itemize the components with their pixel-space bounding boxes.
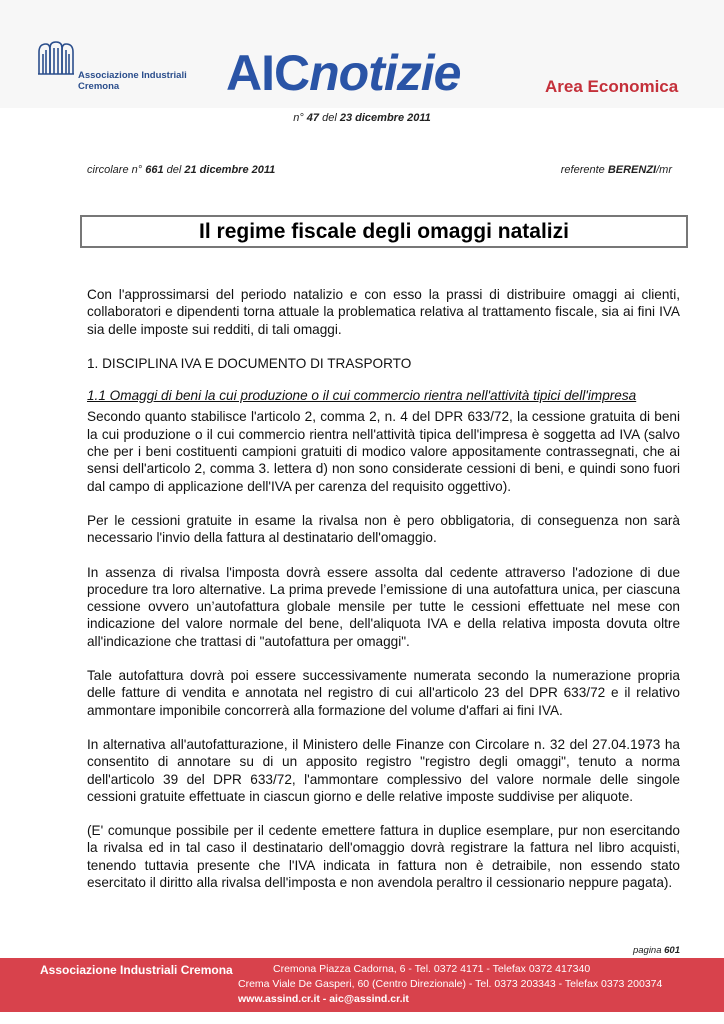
page-number: pagina 601 bbox=[632, 945, 680, 956]
footer-web-link[interactable]: www.assind.cr.it - aic@assind.cr.it bbox=[238, 993, 409, 1005]
brand-logo: AICnotizie bbox=[226, 45, 461, 101]
page-header bbox=[0, 0, 724, 108]
section-heading: 1. DISCIPLINA IVA E DOCUMENTO DI TRASPORTO bbox=[87, 355, 412, 371]
paragraph: Tale autofattura dovrà poi essere successivamente numerata secondo la numerazione propria delle fatture di vendita e annotata nel registro di cui all'articolo 23 del DPR 633/72 e il relativo ammontare imponibile concorrerà alla formazione del volume d'affari ai fini IVA. bbox=[87, 668, 680, 718]
association-logo-icon bbox=[36, 40, 76, 78]
footer-association-name: Associazione Industriali Cremona bbox=[40, 963, 233, 977]
paragraph: In alternativa all'autofatturazione, il Ministero delle Finanze con Circolare n. 32 del 27.04.1973 ha consentito di annotare su di un apposito registro "registro degli omaggi", tenuto a norma dell'articolo 39 del DPR 633/72, l'ammontare complessivo del valore normale delle singole cessioni gratuite effettuate in ciascun giorno e delle relative imposte suddivise per aliquote. bbox=[87, 736, 680, 804]
referent-info: referente BERENZI/mr bbox=[560, 164, 672, 176]
circular-info: circolare n° 661 del 21 dicembre 2011 bbox=[87, 164, 276, 176]
paragraph: (E' comunque possibile per il cedente emettere fattura in duplice esemplare, pur non esercitando la rivalsa ed in tal caso il destinatario dell'omaggio dovrà registrare la fattura nel libro acquisti, tenendo tuttavia presente che l'IVA indicata in fattura non è detraibile, non essendo stato esercitato il diritto alla rivalsa dell'imposta e non avendola peraltro il cessionario neppure pagata). bbox=[87, 823, 680, 891]
paragraph: Per le cessioni gratuite in esame la rivalsa non è pero obbligatoria, di conseguenza non sarà necessario l'invio della fattura al destinatario dell'omaggio. bbox=[87, 512, 680, 546]
area-label: Area Economica bbox=[545, 77, 679, 96]
footer-address-cremona: Cremona Piazza Cadorna, 6 - Tel. 0372 4171 - Telefax 0372 417340 bbox=[273, 963, 591, 975]
page-footer bbox=[0, 958, 724, 1012]
intro-paragraph: Con l'approssimarsi del periodo natalizio e con esso la prassi di distribuire omaggi ai clienti, collaboratori e dipendenti torna attuale la problematica relativa al trattamento fiscale, sia ai fini IVA sia delle imposte sui redditi, di tali omaggi. bbox=[87, 287, 680, 337]
body-text bbox=[87, 286, 680, 908]
paragraph: In assenza di rivalsa l'imposta dovrà essere assolta dal cedente attraverso l'adozione di due procedure tra loro alternative. La prima prevede l’emissione di una autofattura unica, per ciascuna cessione ovvero un’autofattura globale mensile per tutte le cessioni effettuate nel mese con indicazione del valore normale del bene, dell'aliquota IVA e della relativa imposta dovuta oltre all'indicazione che trattasi di "autofattura per omaggi". bbox=[87, 564, 680, 649]
association-name: Associazione Industriali Cremona bbox=[78, 70, 187, 92]
subsection-heading: 1.1 Omaggi di beni la cui produzione o il cui commercio rientra nell'attività tipici dell'impresa bbox=[87, 388, 637, 404]
page-title: Il regime fiscale degli omaggi natalizi bbox=[199, 219, 569, 243]
title-box bbox=[80, 215, 688, 248]
footer-address-crema: Crema Viale De Gasperi, 60 (Centro Direzionale) - Tel. 0373 203343 - Telefax 0373 200374 bbox=[238, 978, 663, 990]
paragraph: Secondo quanto stabilisce l'articolo 2, comma 2, n. 4 del DPR 633/72, la cessione gratuita di beni la cui produzione o il cui commercio rientra nell'attività tipica dell'impresa è soggetta ad IVA (salvo che per i beni costituenti campioni gratuiti di modico valore appositamente contrassegnati, che ai sensi dell'articolo 2, comma 3. lettera d) non sono considerate cessioni di beni, e quindi sono fuori dal campo di applicazione dell'IVA per carenza del requisito oggettivo). bbox=[87, 409, 680, 494]
issue-info: n° 47 del 23 dicembre 2011 bbox=[293, 112, 431, 124]
